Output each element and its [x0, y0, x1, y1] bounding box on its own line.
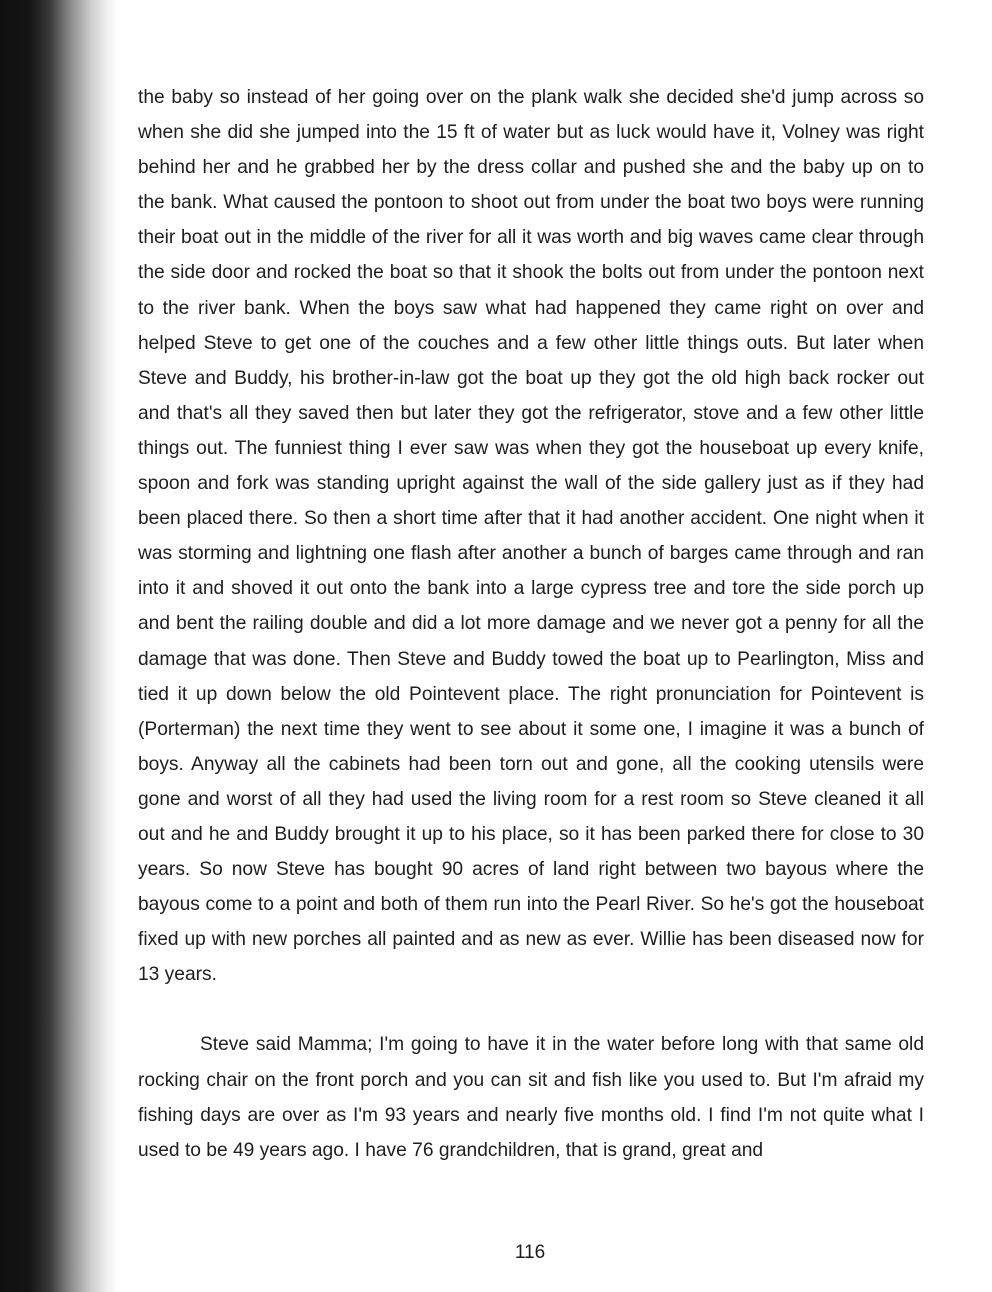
- paragraph-2: Steve said Mamma; I'm going to have it in the water before long with that same old rocking chair on the front porch and you can sit and fish like you used to. But I'm afraid my fishing days are over as I'm 93 years and nearly five months old. I find I'm not quite what I used to be 49 years ago. I have 76 grandchildren, that is grand, great and: [138, 1034, 924, 1161]
- page-number: 116: [514, 1242, 546, 1263]
- page-body: [138, 80, 924, 1168]
- paragraph-1: the baby so instead of her going over on the plank walk she decided she'd jump across so when she did she jumped into the 15 ft of water but as luck would have it, Volney was right behind her and he grabbed her by the dress collar and pushed she and the baby up on to the bank. What caused the pontoon to shoot out from under the boat two boys were running their boat out in the middle of the river for all it was worth and big waves came clear through the side door and rocked the boat so that it shook the bolts out from under the pontoon next to the river bank. When the boys saw what had happened they came right on over and helped Steve to get one of the couches and a few other little things outs. But later when Steve and Buddy, his brother-in-law got the boat up they got the old high back rocker out and that's all they saved then but later they got the refrigerator, stove and a few other little things out. The funniest thing I ever saw was when they got the houseboat up every knife, spoon and fork was standing upright against the wall of the side gallery just as if they had been placed there. So then a short time after that it had another accident. One night when it was storming and lightning one flash after another a bunch of barges came through and ran into it and shoved it out onto the bank into a large cypress tree and tore the side porch up and bent the railing double and did a lot more damage and we never got a penny for all the damage that was done. Then Steve and Buddy towed the boat up to Pearlington, Miss and tied it up down below the old Pointevent place. The right pronunciation for Pointevent is (Porterman) the next time they went to see about it some one, I imagine it was a bunch of boys. Anyway all the cabinets had been torn out and gone, all the cooking utensils were gone and worst of all they had used the living room for a rest room so Steve cleaned it all out and he and Buddy brought it up to his place, so it has been parked there for close to 30 years. So now Steve has bought 90 acres of land right between two bayous where the bayous come to a point and both of them run into the Pearl River. So he's got the houseboat fixed up with new porches all painted and as new as ever. Willie has been diseased now for 13 years.: [138, 87, 924, 986]
- book-binding-edge: [0, 0, 118, 1292]
